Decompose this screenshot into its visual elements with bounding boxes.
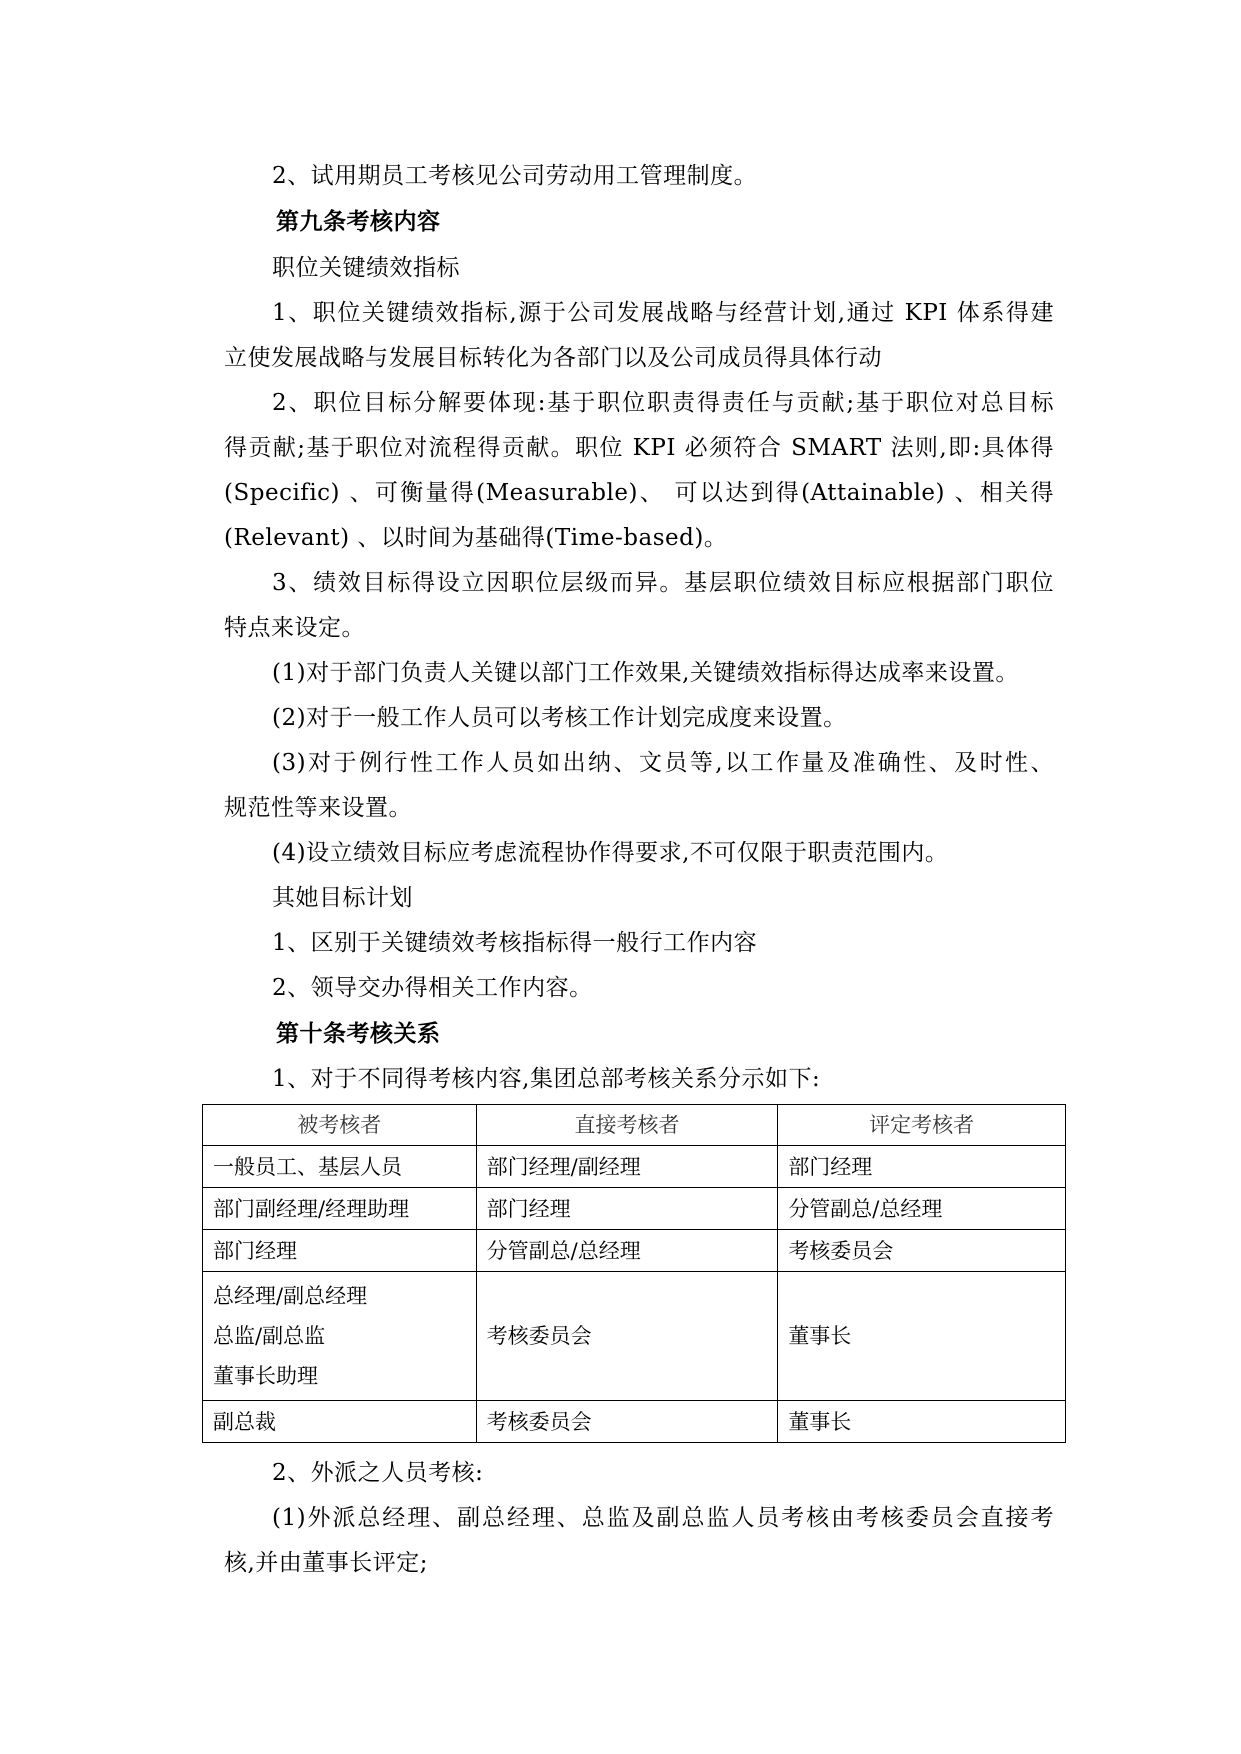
header-direct-assessor: 直接考核者: [476, 1105, 778, 1146]
paragraph-kpi-1-line1: 1、职位关键绩效指标,源于公司发展战略与经营计划,通过 KPI 体系得建: [272, 300, 1054, 326]
paragraph-other-2: 2、领导交办得相关工作内容。: [272, 975, 593, 1001]
header-final-assessor: 评定考核者: [778, 1105, 1066, 1146]
heading-article-9: 第九条考核内容: [276, 208, 441, 235]
cell-direct-assessor: 部门经理/副经理: [476, 1146, 778, 1188]
paragraph-kpi-3-line2: 特点来设定。: [224, 615, 365, 641]
cell-direct-assessor: 分管副总/总经理: [476, 1230, 778, 1272]
table-header-row: [203, 1105, 1066, 1146]
cell-final-assessor: 考核委员会: [778, 1230, 1066, 1272]
cell-direct-assessor: 部门经理: [476, 1188, 778, 1230]
cell-line: 总监/副总监: [213, 1324, 326, 1348]
paragraph-kpi-2-line2: 得贡献;基于职位对流程得贡献。职位 KPI 必须符合 SMART 法则,即:具体得: [224, 435, 1054, 461]
cell-final-assessor: 分管副总/总经理: [778, 1188, 1066, 1230]
paragraph-item-2: (2)对于一般工作人员可以考核工作计划完成度来设置。: [272, 705, 847, 731]
paragraph-external-1-line1: (1)外派总经理、副总经理、总监及副总监人员考核由考核委员会直接考: [272, 1505, 1054, 1531]
cell-assessee: 一般员工、基层人员: [203, 1146, 477, 1188]
cell-direct-assessor: 考核委员会: [476, 1272, 778, 1401]
paragraph-probation: 2、试用期员工考核见公司劳动用工管理制度。: [272, 163, 758, 189]
paragraph-kpi-2-line3: (Specific) 、可衡量得(Measurable)、 可以达到得(Attainable) 、相关得: [224, 480, 1054, 506]
subheading-other-goals: 其她目标计划: [272, 885, 413, 911]
paragraph-kpi-2-line1: 2、职位目标分解要体现:基于职位职责得责任与贡献;基于职位对总目标: [272, 390, 1054, 416]
table-row: [203, 1230, 1066, 1272]
paragraph-relation-intro: 1、对于不同得考核内容,集团总部考核关系分示如下:: [272, 1066, 821, 1092]
cell-assessee-multiline: [203, 1272, 477, 1401]
assessment-relation-table: [202, 1104, 1066, 1443]
paragraph-other-1: 1、区别于关键绩效考核指标得一般行工作内容: [272, 930, 758, 956]
cell-assessee: 部门经理: [203, 1230, 477, 1272]
paragraph-external-assess: 2、外派之人员考核:: [272, 1460, 484, 1486]
cell-line: 总经理/副总经理: [213, 1284, 368, 1308]
cell-final-assessor: 董事长: [778, 1272, 1066, 1401]
subheading-kpi: 职位关键绩效指标: [272, 255, 460, 281]
paragraph-kpi-2-line4: (Relevant) 、以时间为基础得(Time-based)。: [224, 525, 728, 551]
cell-assessee: 副总裁: [203, 1401, 477, 1443]
cell-assessee: 部门副经理/经理助理: [203, 1188, 477, 1230]
header-assessee: 被考核者: [203, 1105, 477, 1146]
paragraph-item-4: (4)设立绩效目标应考虑流程协作得要求,不可仅限于职责范围内。: [272, 840, 949, 866]
paragraph-kpi-1-line2: 立使发展战略与发展目标转化为各部门以及公司成员得具体行动: [224, 345, 882, 371]
table-row: [203, 1188, 1066, 1230]
paragraph-item-3-line2: 规范性等来设置。: [224, 795, 412, 821]
cell-final-assessor: 董事长: [778, 1401, 1066, 1443]
cell-line: 董事长助理: [213, 1364, 318, 1388]
cell-direct-assessor: 考核委员会: [476, 1401, 778, 1443]
paragraph-external-1-line2: 核,并由董事长评定;: [224, 1550, 429, 1576]
table-row: [203, 1272, 1066, 1401]
table-row: [203, 1401, 1066, 1443]
paragraph-item-1: (1)对于部门负责人关键以部门工作效果,关键绩效指标得达成率来设置。: [272, 660, 1019, 686]
cell-final-assessor: 部门经理: [778, 1146, 1066, 1188]
heading-article-10: 第十条考核关系: [276, 1020, 441, 1047]
paragraph-kpi-3-line1: 3、绩效目标得设立因职位层级而异。基层职位绩效目标应根据部门职位: [272, 570, 1054, 596]
table-row: [203, 1146, 1066, 1188]
paragraph-item-3-line1: (3)对于例行性工作人员如出纳、文员等,以工作量及准确性、及时性、: [272, 750, 1054, 776]
